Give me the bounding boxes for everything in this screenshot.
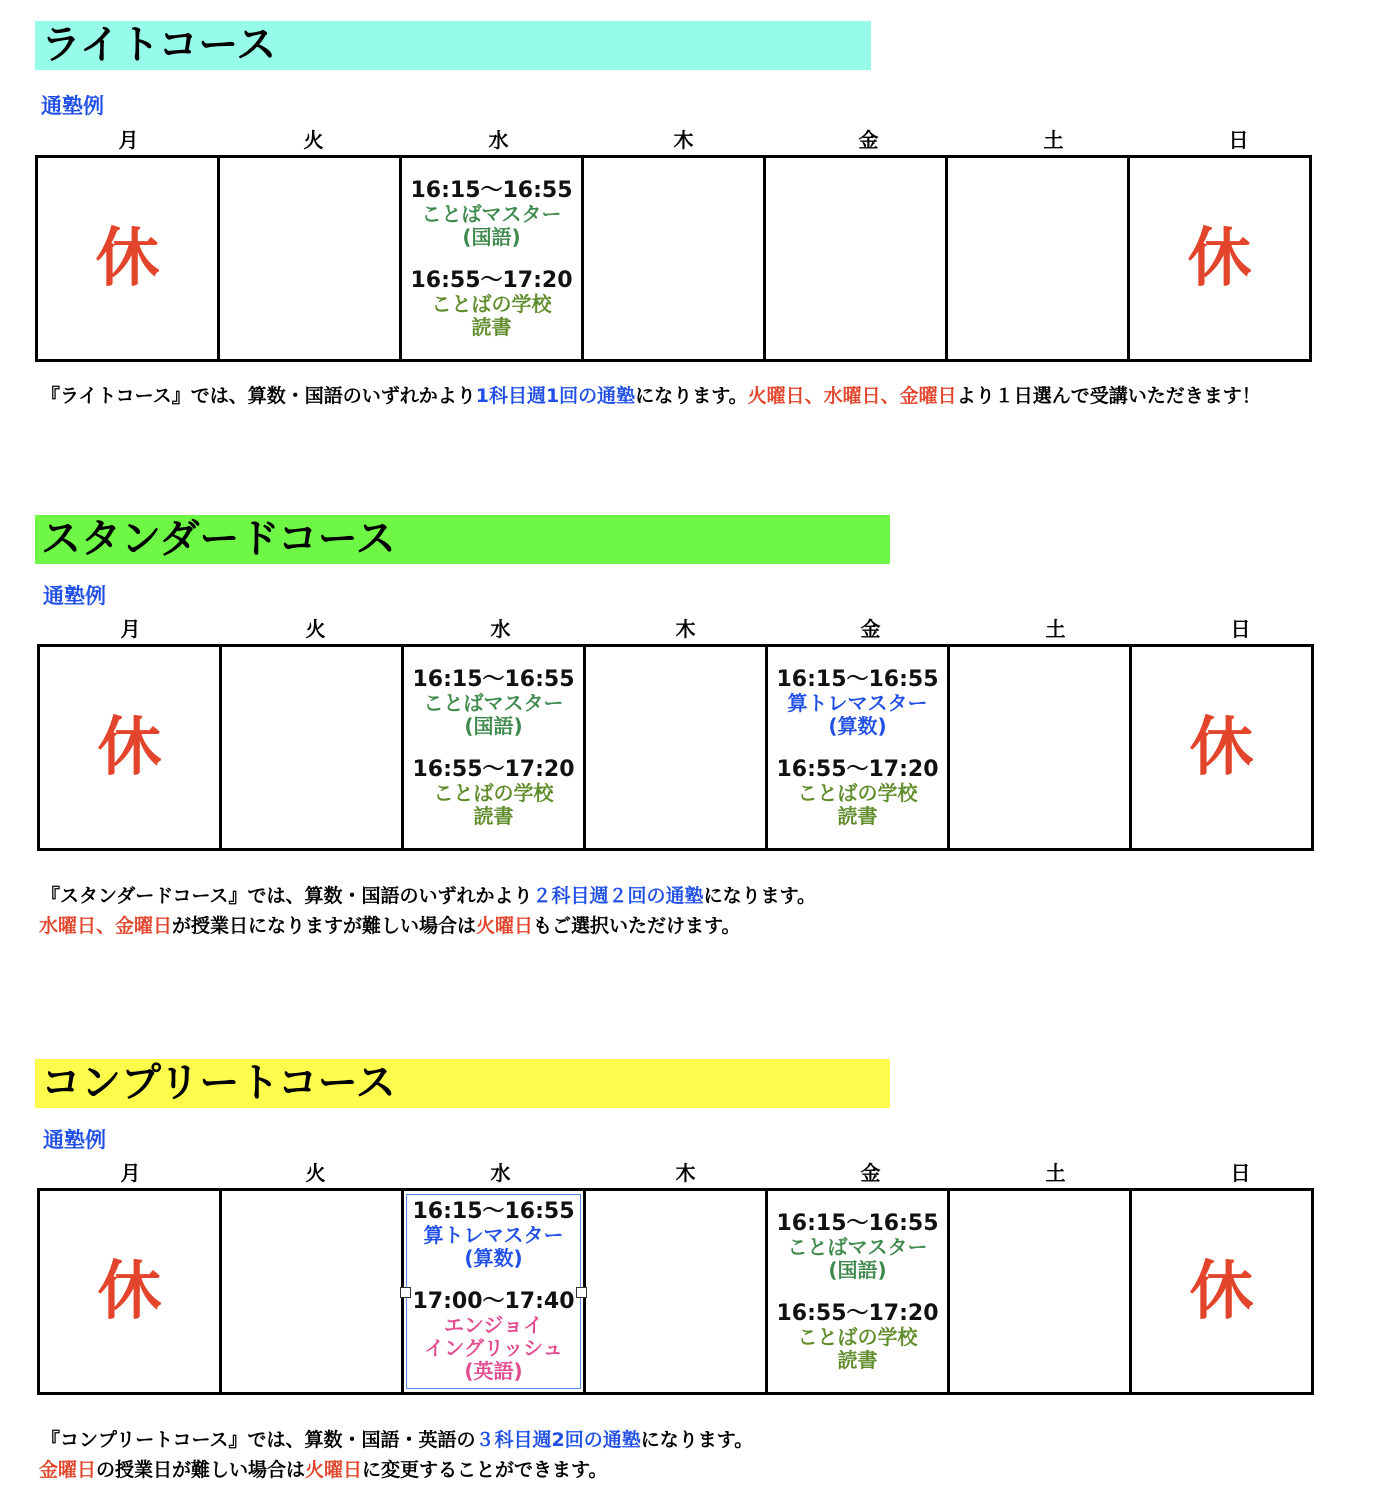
- cell-wed: [403, 646, 585, 850]
- day-fri: 金: [858, 128, 879, 152]
- lesson-slot: [404, 1290, 583, 1383]
- lesson-subject: 読書: [837, 1347, 878, 1372]
- day-header-row: [36, 128, 1331, 152]
- cell-sat: [949, 1190, 1131, 1394]
- lesson-time: 16:15〜16:55: [776, 666, 939, 692]
- day-mon: 月: [120, 1161, 141, 1185]
- lesson-subject: (国語): [464, 713, 523, 738]
- lesson-subject: (算数): [464, 1246, 523, 1270]
- lesson-time: 16:15〜16:55: [410, 177, 573, 203]
- lesson-name-2: イングリッシュ: [424, 1336, 563, 1360]
- day-mon: 月: [118, 128, 139, 152]
- rest-mark: 休: [95, 221, 160, 296]
- note-text: もご選択いただけます。: [533, 915, 741, 937]
- example-label: 通塾例: [43, 1128, 106, 1152]
- lesson-name: ことばマスター: [421, 201, 562, 226]
- cell-wed: [401, 157, 583, 361]
- lesson-time: 16:15〜16:55: [776, 1210, 939, 1236]
- lesson-time: 16:55〜17:20: [776, 756, 939, 782]
- lesson-time: 16:55〜17:20: [776, 1300, 939, 1326]
- complete-course-title: コンプリートコース: [35, 1059, 890, 1108]
- lesson-name: 算トレマスター: [787, 690, 928, 715]
- cell-fri: [767, 646, 949, 850]
- note-text: 『ライトコース』では、算数・国語のいずれかより: [41, 385, 476, 407]
- note-text: になります。: [635, 385, 748, 407]
- lesson-time: 17:00〜17:40: [412, 1289, 575, 1314]
- lesson-subject: (英語): [464, 1359, 523, 1383]
- note-days: 金曜日: [39, 1459, 97, 1481]
- cell-fri: [767, 1190, 949, 1394]
- lesson-name: ことばの学校: [431, 291, 552, 316]
- rest-mark: 休: [97, 710, 162, 785]
- lesson-subject: (算数): [828, 713, 887, 738]
- note-days: 火曜日: [476, 915, 534, 937]
- lesson-slot: [768, 1212, 947, 1282]
- cell-mon: [39, 646, 221, 850]
- note-highlight: ２科目週２回の通塾: [532, 885, 704, 907]
- rest-mark: 休: [1189, 710, 1254, 785]
- rest-mark: 休: [1189, 1254, 1254, 1329]
- day-tue: 火: [305, 1161, 326, 1185]
- day-sat: 土: [1045, 617, 1066, 641]
- lesson-name: ことばの学校: [797, 1324, 918, 1349]
- note-text: になります。: [640, 1429, 754, 1451]
- standard-course-note-2: [39, 911, 741, 941]
- day-tue: 火: [303, 128, 324, 152]
- standard-course-title: スタンダードコース: [35, 515, 890, 564]
- day-mon: 月: [120, 617, 141, 641]
- rest-mark: 休: [97, 1254, 162, 1329]
- note-days: 水曜日、金曜日: [39, 915, 173, 937]
- cell-sat: [947, 157, 1129, 361]
- day-thu: 木: [675, 617, 696, 641]
- day-sat: 土: [1045, 1161, 1066, 1185]
- day-header-row: [38, 1161, 1333, 1185]
- lesson-slot: [404, 1200, 583, 1270]
- cell-thu: [585, 1190, 767, 1394]
- cell-mon: [37, 157, 219, 361]
- day-fri: 金: [860, 1161, 881, 1185]
- lesson-time: 16:55〜17:20: [410, 267, 573, 293]
- lesson-subject: (国語): [462, 224, 521, 249]
- complete-course-note-2: [39, 1455, 608, 1485]
- day-wed: 水: [490, 1161, 511, 1185]
- lesson-name: エンジョイ: [443, 1313, 544, 1337]
- lesson-name: ことばの学校: [433, 780, 554, 805]
- light-schedule-table: [35, 155, 1312, 362]
- lesson-name: ことばマスター: [423, 690, 564, 715]
- note-text: 『コンプリートコース』では、算数・国語・英語の: [41, 1429, 476, 1451]
- resize-handle-right[interactable]: [576, 1287, 587, 1298]
- cell-sun: [1129, 157, 1311, 361]
- lesson-time: 16:55〜17:20: [412, 756, 575, 782]
- day-thu: 木: [673, 128, 694, 152]
- lesson-subject: 読書: [471, 314, 512, 339]
- complete-course-note: [41, 1425, 753, 1455]
- cell-fri: [765, 157, 947, 361]
- example-label: 通塾例: [43, 584, 106, 608]
- note-text: 『スタンダードコース』では、算数・国語のいずれかより: [41, 885, 533, 907]
- standard-course-note: [41, 881, 816, 911]
- cell-sun: [1131, 646, 1313, 850]
- day-header-row: [38, 617, 1333, 641]
- day-fri: 金: [860, 617, 881, 641]
- day-wed: 水: [490, 617, 511, 641]
- lesson-subject: (国語): [828, 1257, 887, 1282]
- lesson-slot: [404, 758, 583, 828]
- note-highlight: 1科目週1回の通塾: [475, 385, 636, 407]
- day-tue: 火: [305, 617, 326, 641]
- day-sun: 日: [1228, 128, 1249, 152]
- lesson-slot: [402, 179, 581, 249]
- day-thu: 木: [675, 1161, 696, 1185]
- lesson-name: ことばマスター: [787, 1234, 928, 1259]
- lesson-slot: [768, 758, 947, 828]
- day-sun: 日: [1230, 617, 1251, 641]
- cell-tue: [221, 646, 403, 850]
- cell-tue: [221, 1190, 403, 1394]
- complete-schedule-table: [37, 1188, 1314, 1395]
- lesson-time: 16:15〜16:55: [412, 1199, 575, 1224]
- note-highlight: ３科目週2回の通塾: [475, 1429, 641, 1451]
- lesson-slot: [404, 668, 583, 738]
- cell-thu: [583, 157, 765, 361]
- note-text: になります。: [703, 885, 817, 907]
- lesson-name: ことばの学校: [797, 780, 918, 805]
- resize-handle-left[interactable]: [400, 1287, 411, 1298]
- note-text: に変更することができます。: [362, 1459, 608, 1481]
- cell-tue: [219, 157, 401, 361]
- note-days: 火曜日: [305, 1459, 363, 1481]
- light-course-title: ライトコース: [35, 21, 871, 70]
- lesson-subject: 読書: [473, 803, 514, 828]
- cell-mon: [39, 1190, 221, 1394]
- cell-sat: [949, 646, 1131, 850]
- lesson-slot: [768, 1302, 947, 1372]
- lesson-slot: [402, 269, 581, 339]
- cell-sun: [1131, 1190, 1313, 1394]
- note-text: より１日選んで受講いただきます！: [956, 385, 1261, 407]
- day-sun: 日: [1230, 1161, 1251, 1185]
- cell-thu: [585, 646, 767, 850]
- lesson-slot: [768, 668, 947, 738]
- note-days: 火曜日、水曜日、金曜日: [747, 385, 957, 407]
- standard-schedule-table: [37, 644, 1314, 851]
- light-course-note: [41, 381, 1261, 411]
- lesson-name: 算トレマスター: [423, 1223, 564, 1247]
- cell-wed-selected[interactable]: [403, 1190, 585, 1394]
- note-text: の授業日が難しい場合は: [96, 1459, 306, 1481]
- day-wed: 水: [488, 128, 509, 152]
- note-text: が授業日になりますが難しい場合は: [172, 915, 477, 937]
- lesson-subject: 読書: [837, 803, 878, 828]
- example-label: 通塾例: [41, 94, 104, 118]
- rest-mark: 休: [1187, 221, 1252, 296]
- day-sat: 土: [1043, 128, 1064, 152]
- lesson-time: 16:15〜16:55: [412, 666, 575, 692]
